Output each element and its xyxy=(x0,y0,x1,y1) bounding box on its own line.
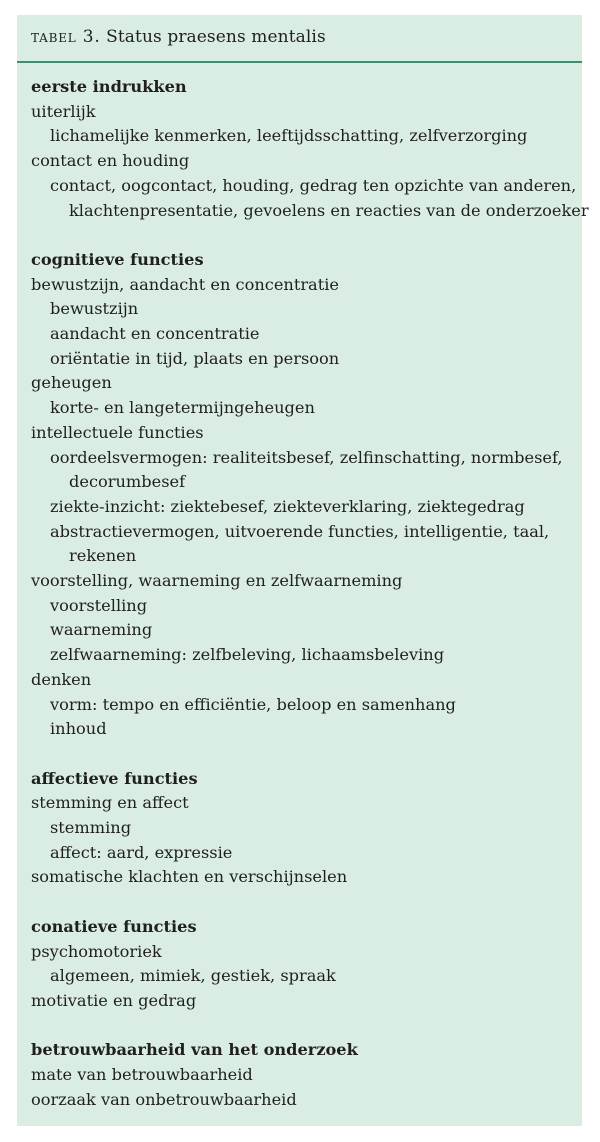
subtopic-item: waarneming xyxy=(50,620,153,640)
table-3-box xyxy=(17,15,589,1126)
subtopic-item: algemeen, mimiek, gestiek, spraak xyxy=(50,966,336,986)
topic-item: psychomotoriek xyxy=(31,941,162,961)
section-heading: betrouwbaarheid van het onderzoek xyxy=(31,1040,358,1060)
section-heading: eerste indrukken xyxy=(31,77,187,96)
subtopic-item: stemming xyxy=(50,818,132,838)
topic-item: motivatie en gedrag xyxy=(31,990,197,1010)
subtopic-item: korte- en langetermijngeheugen xyxy=(50,398,315,418)
table-label: tabel 3. xyxy=(31,27,101,47)
subtopic-item: voorstelling xyxy=(50,595,148,615)
subtopic-item: inhoud xyxy=(50,719,107,739)
topic-item: contact en houding xyxy=(31,151,190,171)
subtopic-item: lichamelijke kenmerken, leeftijdsschatting, zelfverzorging xyxy=(50,126,528,146)
table-caption xyxy=(31,26,326,48)
caption-divider xyxy=(17,61,582,63)
topic-item: oorzaak van onbetrouwbaarheid xyxy=(31,1089,297,1109)
section xyxy=(31,248,574,742)
subtopic-item: bewustzijn xyxy=(50,299,139,319)
topic-item: intellectuele functies xyxy=(31,422,204,442)
subtopic-item: klachtenpresentatie, gevoelens en reacties van de onderzoeker xyxy=(69,200,589,220)
subtopic-item: rekenen xyxy=(69,546,137,566)
subtopic-item: zelfwaarneming: zelfbeleving, lichaamsbeleving xyxy=(50,645,445,665)
subtopic-item: contact, oogcontact, houding, gedrag ten opzichte van anderen, xyxy=(50,175,577,195)
section-heading: conatieve functies xyxy=(31,916,197,936)
section xyxy=(31,75,589,223)
subtopic-item: vorm: tempo en efficiëntie, beloop en samenhang xyxy=(50,694,456,714)
topic-item: somatische klachten en verschijnselen xyxy=(31,867,348,887)
table-title: Status praesens mentalis xyxy=(106,27,326,47)
section-heading: affectieve functies xyxy=(31,768,198,788)
subtopic-item: aandacht en concentratie xyxy=(50,324,260,344)
subtopic-item: affect: aard, expressie xyxy=(50,842,233,862)
subtopic-item: abstractievermogen, uitvoerende functies, intelligentie, taal, xyxy=(50,521,550,541)
section-heading: cognitieve functies xyxy=(31,249,204,269)
section xyxy=(31,1038,574,1112)
topic-item: geheugen xyxy=(31,373,112,393)
table-content xyxy=(31,75,589,1112)
section xyxy=(31,915,574,1014)
topic-item: denken xyxy=(31,669,92,689)
subtopic-item: ziekte-inzicht: ziektebesef, ziekteverklaring, ziektegedrag xyxy=(50,496,525,516)
topic-item: uiterlijk xyxy=(31,101,96,121)
topic-item: stemming en affect xyxy=(31,793,189,813)
subtopic-item: oriëntatie in tijd, plaats en persoon xyxy=(50,348,340,368)
subtopic-item: oordeelsvermogen: realiteitsbesef, zelfinschatting, normbesef, xyxy=(50,447,563,467)
section xyxy=(31,767,574,891)
topic-item: bewustzijn, aandacht en concentratie xyxy=(31,274,339,294)
subtopic-item: decorumbesef xyxy=(69,472,186,492)
topic-item: voorstelling, waarneming en zelfwaarneming xyxy=(31,571,403,591)
topic-item: mate van betrouwbaarheid xyxy=(31,1065,253,1085)
